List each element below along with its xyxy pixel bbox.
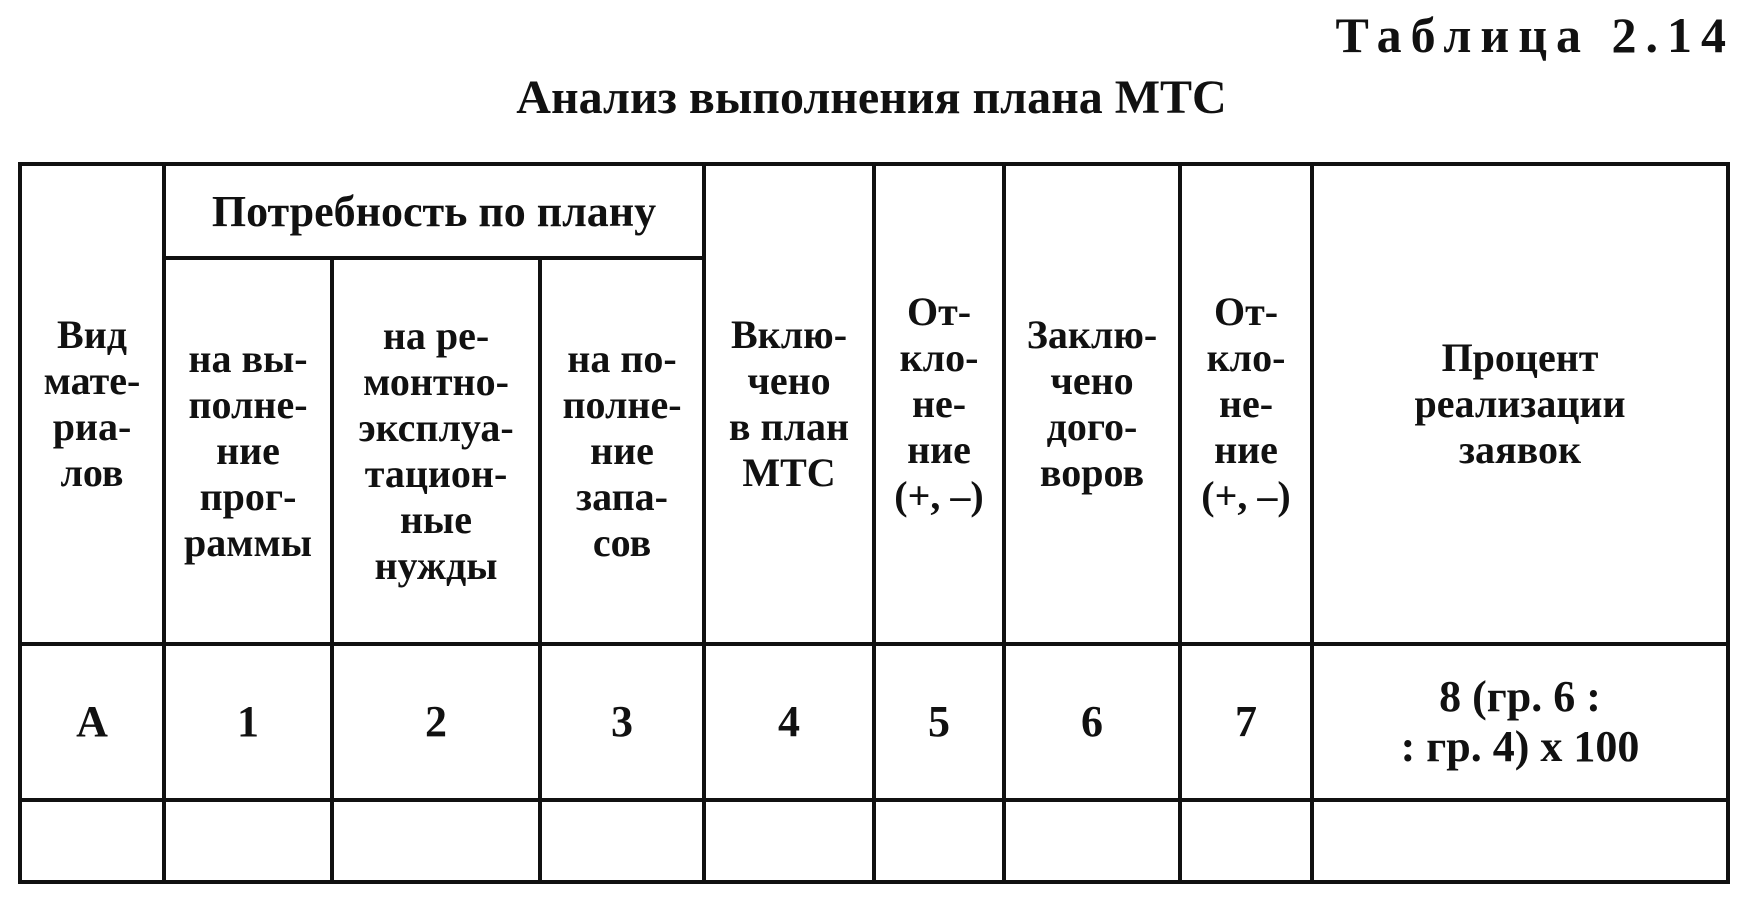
numbering-cell: 7 — [1180, 644, 1312, 800]
header-row-top — [20, 164, 1728, 258]
col-header-label: Заклю- чено дого- воров — [1026, 312, 1158, 495]
col-header-label: Вид мате- риа- лов — [43, 312, 141, 495]
col-header-repair-needs — [332, 258, 540, 644]
col-header-contracts-concluded — [1004, 164, 1180, 644]
numbering-cell — [1312, 644, 1728, 800]
col-header-deviation-2 — [1180, 164, 1312, 644]
col-header-label: на по- полне- ние запа- сов — [562, 336, 682, 565]
col-header-label: От- кло- не- ние (+, –) — [894, 289, 984, 518]
column-numbering-row — [20, 644, 1728, 800]
group-header-plan-need: Потребность по плану — [164, 164, 704, 258]
col-header-included-in-plan — [704, 164, 874, 644]
table-number-label: Таблица 2.14 — [1335, 7, 1735, 63]
numbering-formula: 8 (гр. 6 : : гр. 4) х 100 — [1400, 672, 1640, 771]
empty-cell — [164, 800, 332, 882]
col-header-label: Вклю- чено в план МТС — [728, 312, 850, 495]
empty-cell — [1312, 800, 1728, 882]
numbering-cell: А — [20, 644, 164, 800]
empty-cell — [540, 800, 704, 882]
table-title: Анализ выполнения плана МТС — [516, 71, 1227, 124]
numbering-cell: 1 — [164, 644, 332, 800]
col-header-program-execution — [164, 258, 332, 644]
mts-plan-analysis-table — [18, 162, 1730, 884]
col-header-label: Процент реализации заявок — [1414, 335, 1626, 472]
empty-cell — [1180, 800, 1312, 882]
empty-cell — [1004, 800, 1180, 882]
numbering-cell: 5 — [874, 644, 1004, 800]
numbering-cell: 2 — [332, 644, 540, 800]
numbering-cell: 4 — [704, 644, 874, 800]
col-header-deviation-1 — [874, 164, 1004, 644]
empty-data-row — [20, 800, 1728, 882]
numbering-cell: 3 — [540, 644, 704, 800]
col-header-label: на вы- полне- ние прог- раммы — [184, 336, 312, 565]
numbering-cell: 6 — [1004, 644, 1180, 800]
col-header-label: От- кло- не- ние (+, –) — [1201, 289, 1291, 518]
empty-cell — [332, 800, 540, 882]
col-header-label: на ре- монтно- эксплуа- тацион- ные нужды — [358, 313, 514, 588]
empty-cell — [874, 800, 1004, 882]
col-header-material-type — [20, 164, 164, 644]
col-header-realization-percent — [1312, 164, 1728, 644]
empty-cell — [704, 800, 874, 882]
empty-cell — [20, 800, 164, 882]
col-header-stock-replenishment — [540, 258, 704, 644]
